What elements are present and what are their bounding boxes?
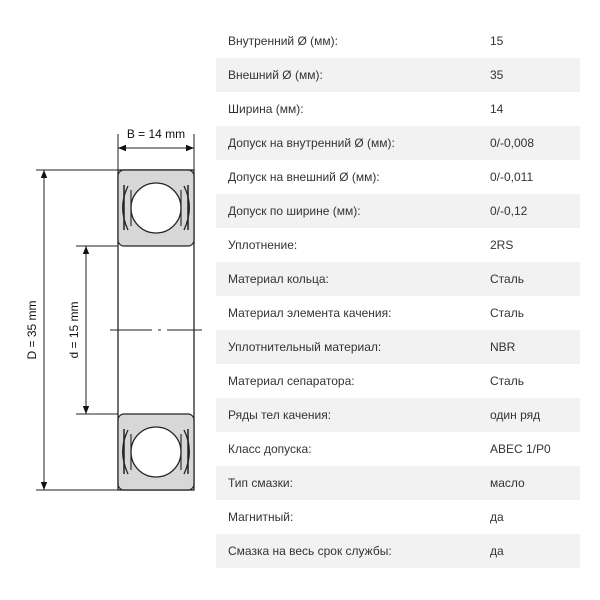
- spec-label: Материал элемента качения:: [228, 306, 392, 320]
- spec-row: [216, 228, 580, 262]
- spec-row: [216, 534, 580, 568]
- spec-row: [216, 296, 580, 330]
- spec-row: [216, 466, 580, 500]
- ball-top: [131, 183, 181, 233]
- bottom-ball-section: [118, 414, 194, 490]
- inner-diameter-label: d = 15 mm: [67, 301, 81, 359]
- spec-row: [216, 364, 580, 398]
- spec-value: 2RS: [490, 238, 514, 252]
- spec-label: Магнитный:: [228, 510, 294, 524]
- spec-label: Материал сепаратора:: [228, 374, 355, 388]
- spec-value: да: [478, 534, 580, 568]
- ball-bottom: [131, 427, 181, 477]
- spec-row: [216, 92, 580, 126]
- spec-value: Сталь: [490, 306, 524, 320]
- spec-value: масло: [478, 466, 580, 500]
- width-label: B = 14 mm: [126, 127, 186, 141]
- spec-label: Класс допуска:: [228, 442, 312, 456]
- spec-value: ABEC 1/P0: [490, 442, 551, 456]
- spec-row: [216, 432, 580, 466]
- spec-value: да: [490, 510, 504, 524]
- outer-diameter-label: D = 35 mm: [25, 300, 39, 360]
- spec-row: [216, 500, 580, 534]
- spec-row: [216, 126, 580, 160]
- spec-label: Смазка на весь срок службы:: [216, 534, 478, 568]
- spec-value: 15: [490, 34, 504, 48]
- spec-row: [216, 160, 580, 194]
- spec-label: Уплотнительный материал:: [216, 330, 478, 364]
- spec-row: [216, 330, 580, 364]
- spec-value: 0/-0,011: [490, 170, 534, 184]
- spec-table: [216, 24, 580, 568]
- spec-table-body: [216, 24, 580, 568]
- spec-label: Допуск на внутренний Ø (мм):: [216, 126, 478, 160]
- bearing-drawing: [0, 0, 210, 600]
- spec-label: Материал кольца:: [216, 262, 478, 296]
- spec-label: Уплотнение:: [228, 238, 298, 252]
- spec-value: Сталь: [490, 374, 524, 388]
- spec-value: один ряд: [478, 398, 580, 432]
- spec-label: Ширина (мм):: [228, 102, 304, 116]
- spec-row: [216, 398, 580, 432]
- spec-row: [216, 58, 580, 92]
- spec-value: 0/-0,008: [478, 126, 580, 160]
- spec-value: 35: [478, 58, 580, 92]
- spec-value: 0/-0,12: [478, 194, 580, 228]
- spec-value: Сталь: [478, 262, 580, 296]
- spec-label: Тип смазки:: [216, 466, 478, 500]
- spec-label: Допуск по ширине (мм):: [216, 194, 478, 228]
- spec-row: [216, 262, 580, 296]
- spec-value: 14: [490, 102, 504, 116]
- top-ball-section: [118, 170, 194, 246]
- spec-label: Внутренний Ø (мм):: [228, 34, 338, 48]
- spec-value: NBR: [478, 330, 580, 364]
- spec-row: [216, 24, 580, 58]
- spec-label: Допуск на внешний Ø (мм):: [228, 170, 380, 184]
- spec-row: [216, 194, 580, 228]
- spec-label: Внешний Ø (мм):: [216, 58, 478, 92]
- spec-label: Ряды тел качения:: [216, 398, 478, 432]
